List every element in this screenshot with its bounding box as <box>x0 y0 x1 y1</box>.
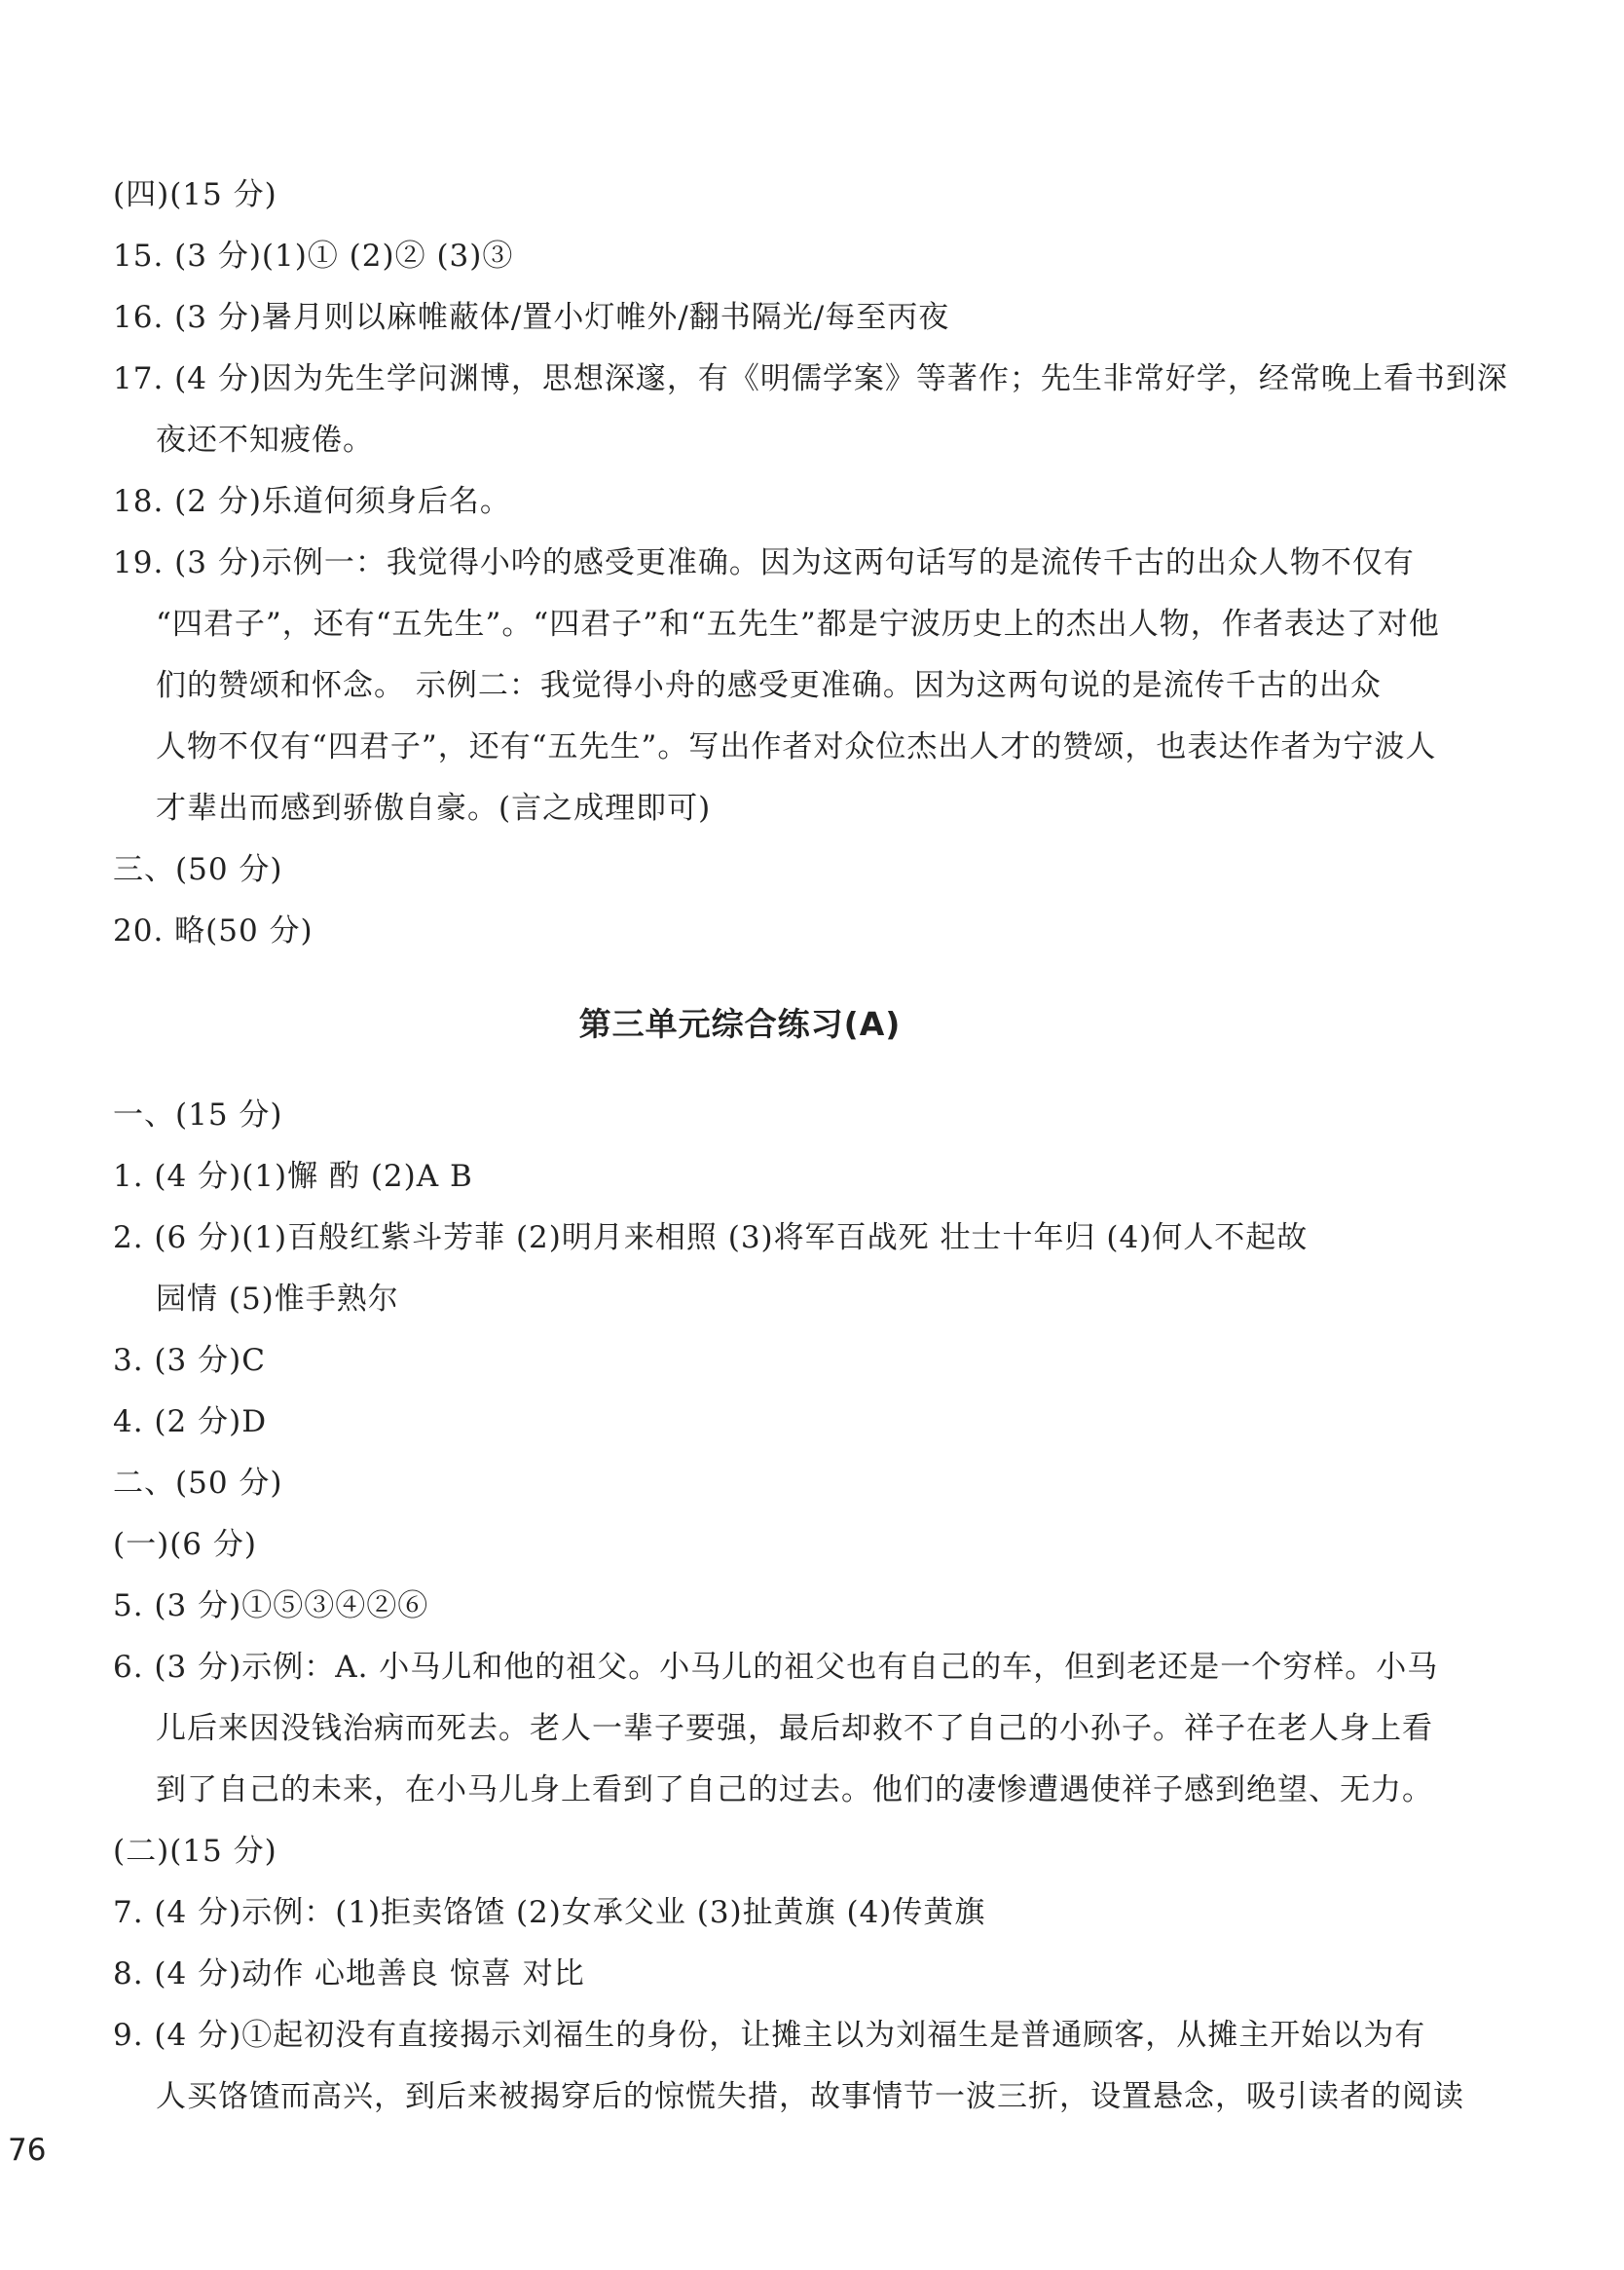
answer-line: 9. (4 分)①起初没有直接揭示刘福生的身份，让摊主以为刘福生是普通顾客，从摊主开始以为有 <box>113 2018 1426 2053</box>
section-heading: (四)(15 分) <box>113 177 277 212</box>
section-heading: 二、(50 分) <box>113 1466 283 1501</box>
answer-line-continued: 们的赞颂和怀念。 示例二：我觉得小舟的感受更准确。因为这两句说的是流传千古的出众 <box>156 668 1382 703</box>
answer-line-continued: 才辈出而感到骄傲自豪。(言之成理即可) <box>156 791 712 826</box>
section-heading: 一、(15 分) <box>113 1098 283 1133</box>
answer-line: 16. (3 分)暑月则以麻帷蔽体/置小灯帷外/翻书隔光/每至丙夜 <box>113 300 950 335</box>
answer-line: 19. (3 分)示例一：我觉得小吟的感受更准确。因为这两句话写的是流传千古的出众人物不仅有 <box>113 545 1415 580</box>
answer-line-continued: 人物不仅有“四君子”，还有“五先生”。写出作者对众位杰出人才的赞颂，也表达作者为宁波人 <box>156 729 1437 764</box>
answer-line-continued: 夜还不知疲倦。 <box>156 423 374 458</box>
answer-line: 4. (2 分)D <box>113 1404 268 1439</box>
answer-line: 1. (4 分)(1)懈 酌 (2)A B <box>113 1159 473 1194</box>
answer-line-continued: “四君子”，还有“五先生”。“四君子”和“五先生”都是宁波历史上的杰出人物，作者表达了对他 <box>156 607 1440 642</box>
answer-line-continued: 儿后来因没钱治病而死去。老人一辈子要强，最后却救不了自己的小孙子。祥子在老人身上看 <box>156 1711 1433 1746</box>
answer-line: 15. (3 分)(1)① (2)② (3)③ <box>113 239 514 274</box>
section-heading: (二)(15 分) <box>113 1834 277 1869</box>
answer-line: 17. (4 分)因为先生学问渊博，思想深邃，有《明儒学案》等著作；先生非常好学，经常晚上看书到深 <box>113 361 1508 396</box>
answer-line: 6. (3 分)示例：A. 小马儿和他的祖父。小马儿的祖父也有自己的车，但到老还是一个穷样。小马 <box>113 1650 1439 1685</box>
answer-line: 2. (6 分)(1)百般红紫斗芳菲 (2)明月来相照 (3)将军百战死 壮士十年归 (4)何人不起故 <box>113 1220 1309 1255</box>
answer-line: 5. (3 分)①⑤③④②⑥ <box>113 1588 429 1623</box>
answer-line: 3. (3 分)C <box>113 1343 266 1378</box>
answer-line: 20. 略(50 分) <box>113 913 314 949</box>
section-heading: (一)(6 分) <box>113 1527 257 1562</box>
page-number: 76 <box>8 2133 47 2168</box>
answer-line: 18. (2 分)乐道何须身后名。 <box>113 484 511 519</box>
unit-title: 第三单元综合练习(A) <box>578 1005 902 1043</box>
section-heading: 三、(50 分) <box>113 852 283 887</box>
answer-line: 7. (4 分)示例：(1)拒卖饹馇 (2)女承父业 (3)扯黄旗 (4)传黄旗 <box>113 1895 986 1930</box>
answer-line-continued: 园情 (5)惟手熟尔 <box>156 1282 399 1317</box>
answer-line-continued: 人买饹馇而高兴，到后来被揭穿后的惊慌失措，故事情节一波三折，设置悬念，吸引读者的阅读 <box>156 2079 1464 2114</box>
answer-line: 8. (4 分)动作 心地善良 惊喜 对比 <box>113 1956 585 1991</box>
answer-line-continued: 到了自己的未来，在小马儿身上看到了自己的过去。他们的凄惨遭遇使祥子感到绝望、无力。 <box>156 1772 1433 1807</box>
